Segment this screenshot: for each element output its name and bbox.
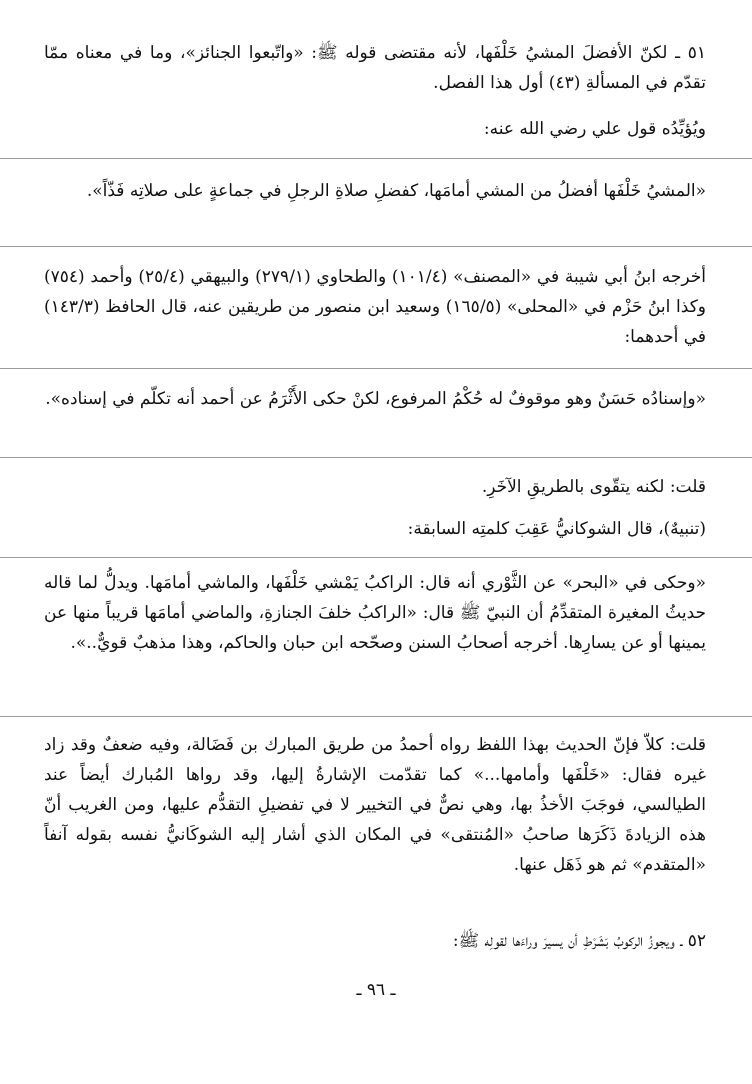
paragraph-52: ٥٢ ـ ويجوزُ الركوبُ بَشَرْطِ أن يسيرَ وراءَها لقولِه ﷺ: [452,931,706,951]
section-divider [0,457,752,458]
quote-hafiz: «وإسنادُه حَسَنٌ وهو موقوفٌ له حُكْمُ المرفوع، لكنْ حكى الأَثْرَمُ عن أحمد أنه تكلّم في إسناده». [45,389,706,409]
paragraph-ali-intro: ويُؤيِّدُه قول علي رضي الله عنه: [483,119,706,139]
paragraph-tanbih: (تنبيهٌ)، قال الشوكانيُّ عَقِبَ كلمتِه السابقة: [407,519,706,539]
section-divider [0,158,752,159]
section-divider [0,716,752,717]
section-divider [0,368,752,369]
section-divider [0,557,752,558]
page-number: ـ ٩٦ ـ [356,980,396,1000]
paragraph-51: ٥١ ـ لكنّ الأفضلَ المشيُ خَلْفَها، لأنه مقتضى قوله ﷺ: «واتّبعوا الجنائز»، وما في معناه ممّا تقدّم في المسألةِ (٤٣) أول هذا الفصل. [44,43,706,93]
paragraph-takhrij: أخرجه ابنُ أبي شيبة في «المصنف» (١٠١/٤) والطحاوي (٢٧٩/١) والبيهقي (٢٥/٤) وأحمد (٧٥٤) وكذا ابنُ حَزْم في «المحلى» (١٦٥/٥) وسعيد ابن منصور من طريقين عنه، قال الحافظ (١٤٣/٣) في أحدهما: [44,267,706,347]
paragraph-qultu: قلت: لكنه يتقّوى بالطريقِ الآخَرِ. [481,477,706,497]
quote-ali: «المشيُ خَلْفَها أفضلُ من المشي أمامَها، كفضلِ صلاةِ الرجلِ في جماعةٍ على صلاتِه فَذّاً». [86,181,706,201]
paragraph-response: قلت: كلاّ فإنّ الحديث بهذا اللفظ رواه أحمدُ من طريق المبارك بن فَضَالة، وفيه ضعفٌ وقد زاد غيره فقال: «خَلْفَها وأمامها...» كما تقدّمت الإشارةُ إليها، وقد رواها المُبارك أيضاً عند الطيالسي، فوجَبَ الأخذُ بها، وهي نصٌّ في التخيير لا في تفضيلِ التقدُّم عليها، ومن الغريب أنّ هذه الزيادةَ ذَكَرَها صاحبُ «المُنتقى» في المكان الذي أشار إليه الشوكَانيُّ نفسه بقوله آنفاً «المتقدم» ثم هو ذَهَل عنها. [44,735,706,875]
section-divider [0,246,752,247]
quote-shawkani: «وحكى في «البحر» عن الثَّوْري أنه قال: الراكبُ يَمْشي خَلْفَها، والماشي أمامَها. ويدلُّ لما قاله حديثُ المغيرة المتقدِّمُ أن النبيّ ﷺ قال: «الراكبُ خلفَ الجنازةِ، والماضي أمامَها قريباً منها عن يمينها أو عن يسارِها. أخرجه أصحابُ السنن وصحّحه ابن حبان والحاكم، وهذا مذهبٌ قويٌّ..». [44,573,706,653]
